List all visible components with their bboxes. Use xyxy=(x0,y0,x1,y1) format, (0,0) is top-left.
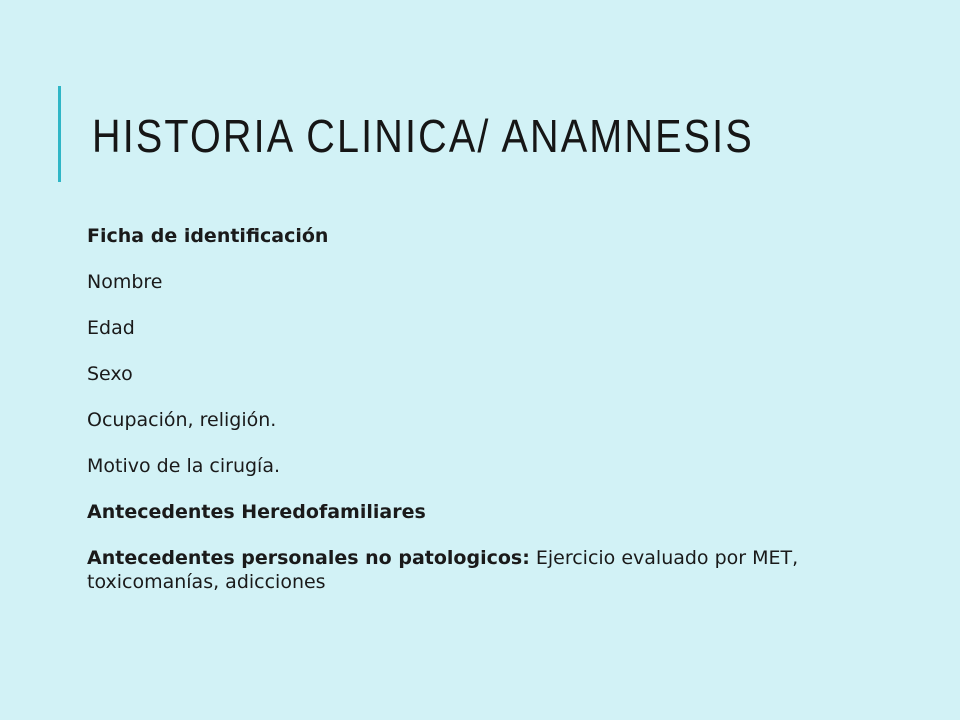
personales-detail: Ejercicio evaluado por MET, toxicomanías, adicciones xyxy=(87,547,799,593)
list-item-nombre: Nombre xyxy=(87,271,163,293)
list-item-motivo: Motivo de la cirugía. xyxy=(87,455,281,477)
list-item-personales-no-patologicos xyxy=(87,546,887,594)
title-accent-bar xyxy=(58,86,61,182)
slide-content xyxy=(87,224,887,616)
list-item-heredofamiliares: Antecedentes Heredofamiliares xyxy=(87,501,426,523)
list-item-edad: Edad xyxy=(87,317,135,339)
list-item-ocupacion: Ocupación, religión. xyxy=(87,409,277,431)
personales-label: Antecedentes personales no patologicos: xyxy=(87,547,530,569)
list-item-sexo: Sexo xyxy=(87,363,133,385)
slide-title: HISTORIA CLINICA/ ANAMNESIS xyxy=(92,110,754,162)
list-item-ficha: Ficha de identificación xyxy=(87,225,329,247)
